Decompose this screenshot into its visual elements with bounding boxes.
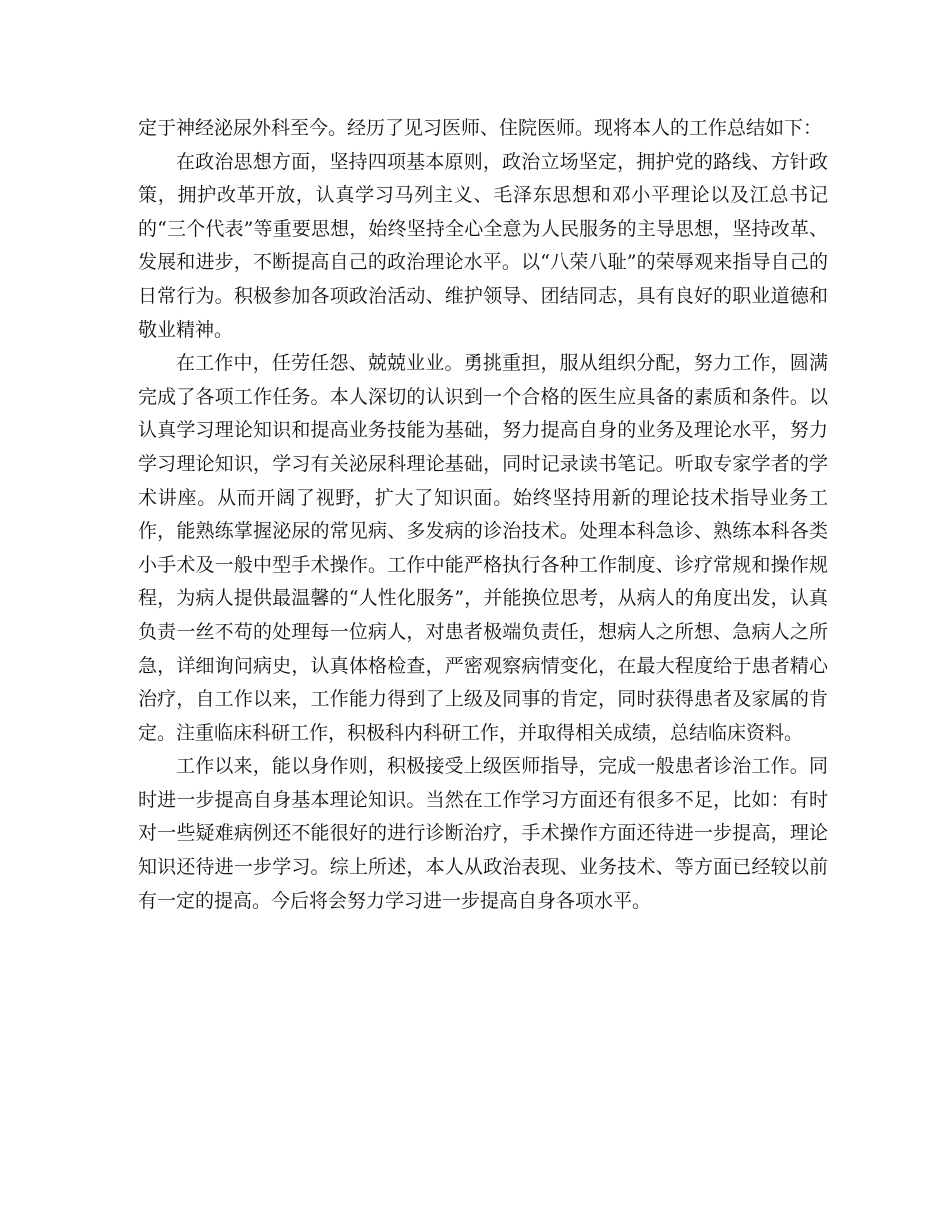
paragraph-work: 在工作中，任劳任怨、兢兢业业。勇挑重担，服从组织分配，努力工作，圆满完成了各项工作任务。本人深切的认识到一个合格的医生应具备的素质和条件。以认真学习理论知识和提高业务技能为基础，努力提高自身的业务及理论水平，努力学习理论知识，学习有关泌尿科理论基础，同时记录读书笔记。听取专家学者的学术讲座。从而开阔了视野，扩大了知识面。始终坚持用新的理论技术指导业务工作，能熟练掌握泌尿的常见病、多发病的诊治技术。处理本科急诊、熟练本科各类小手术及一般中型手术操作。工作中能严格执行各种工作制度、诊疗常规和操作规程，为病人提供最温馨的“人性化服务”，并能换位思考，从病人的角度出发，认真负责一丝不苟的处理每一位病人，对患者极端负责任，想病人之所想、急病人之所急，详细询问病史，认真体格检查，严密观察病情变化，在最大程度给于患者精心治疗，自工作以来，工作能力得到了上级及同事的肯定，同时获得患者及家属的肯定。注重临床科研工作，积极科内科研工作，并取得相关成绩，总结临床资料。 — [138, 352, 828, 744]
document-body — [138, 112, 828, 918]
paragraph-intro-continuation: 定于神经泌尿外科至今。经历了见习医师、住院医师。现将本人的工作总结如下： — [138, 117, 823, 139]
paragraph-political: 在政治思想方面，坚持四项基本原则，政治立场坚定，拥护党的路线、方针政策，拥护改革开放，认真学习马列主义、毛泽东思想和邓小平理论以及江总书记的“三个代表”等重要思想，始终坚持全心全意为人民服务的主导思想，坚持改革、发展和进步，不断提高自己的政治理论水平。以“八荣八耻”的荣辱观来指导自己的日常行为。积极参加各项政治活动、维护领导、团结同志，具有良好的职业道德和敬业精神。 — [138, 150, 828, 341]
paragraph-summary: 工作以来，能以身作则，积极接受上级医师指导，完成一般患者诊治工作。同时进一步提高自身基本理论知识。当然在工作学习方面还有很多不足，比如：有时对一些疑难病例还不能很好的进行诊断治疗，手术操作方面还待进一步提高，理论知识还待进一步学习。综上所述，本人从政治表现、业务技术、等方面已经较以前有一定的提高。今后将会努力学习进一步提高自身各项水平。 — [138, 755, 828, 912]
